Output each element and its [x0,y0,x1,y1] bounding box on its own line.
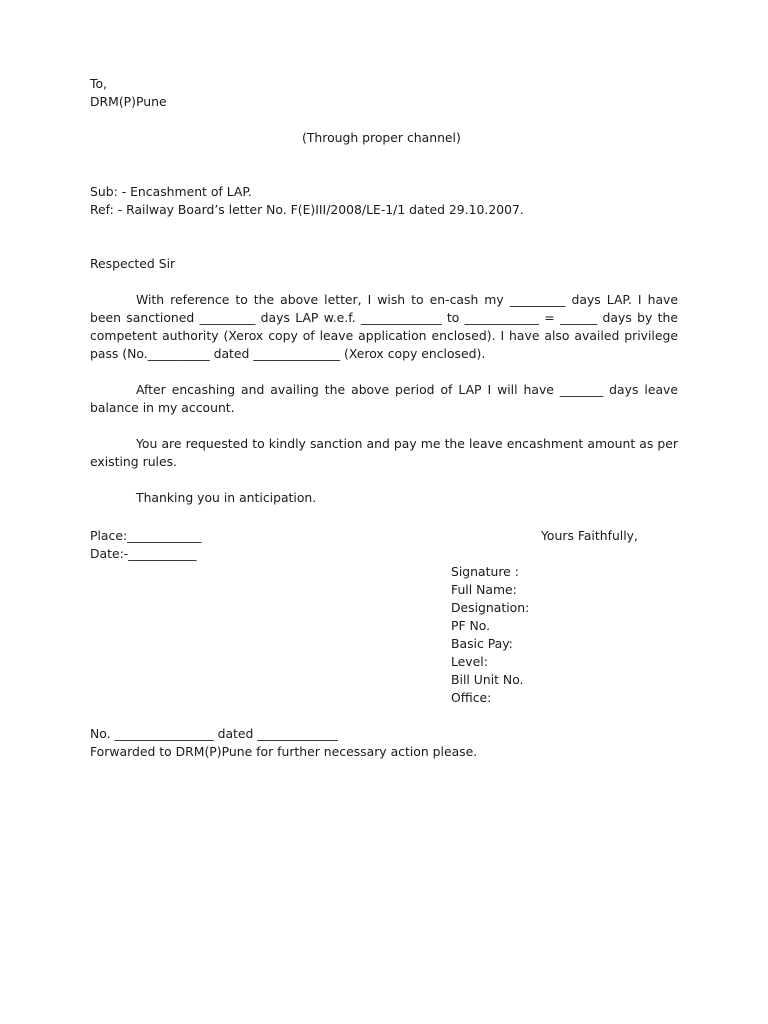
full-name-field: Full Name: [451,582,517,597]
level-field: Level: [451,654,488,669]
body-paragraph-2-text: After encashing and availing the above period of LAP I will have _______ days leave balance in my account. [90,382,678,415]
body-paragraph-4-text: Thanking you in anticipation. [136,490,317,505]
bill-unit-field: Bill Unit No. [451,672,524,687]
addressee-name: DRM(P)Pune [90,94,167,109]
signature-field: Signature : [451,564,519,579]
basic-pay-field: Basic Pay: [451,636,513,651]
subject-line: Sub: - Encashment of LAP. [90,184,252,199]
forwarding-note: Forwarded to DRM(P)Pune for further necessary action please. [90,744,478,759]
closing: Yours Faithfully, [541,528,638,543]
forwarding-number-line: No. ________________ dated _____________ [90,726,338,741]
body-paragraph-2 [90,381,678,417]
date-line: Date:-___________ [90,546,197,561]
body-paragraph-4 [90,489,678,507]
to-line: To, [90,76,107,91]
body-paragraph-3-text: You are requested to kindly sanction and pay me the leave encashment amount as per existing rules. [90,436,678,469]
salutation: Respected Sir [90,256,176,271]
channel-note: (Through proper channel) [302,130,461,145]
body-paragraph-1-text: With reference to the above letter, I wish to en-cash my _________ days LAP. I have been sanctioned _________ days LAP w.e.f. _____________ to ____________ = ______ days by the competent authority (Xerox copy of leave application enclosed). I have also availed privilege pass (No.__________ dated ______________ (Xerox copy enclosed). [90,292,678,361]
office-field: Office: [451,690,492,705]
place-line: Place:____________ [90,528,202,543]
body-paragraph-1 [90,291,678,363]
body-paragraph-3 [90,435,678,471]
pf-no-field: PF No. [451,618,491,633]
reference-line: Ref: - Railway Board’s letter No. F(E)III/2008/LE-1/1 dated 29.10.2007. [90,202,524,217]
designation-field: Designation: [451,600,530,615]
signature-block [451,563,529,707]
